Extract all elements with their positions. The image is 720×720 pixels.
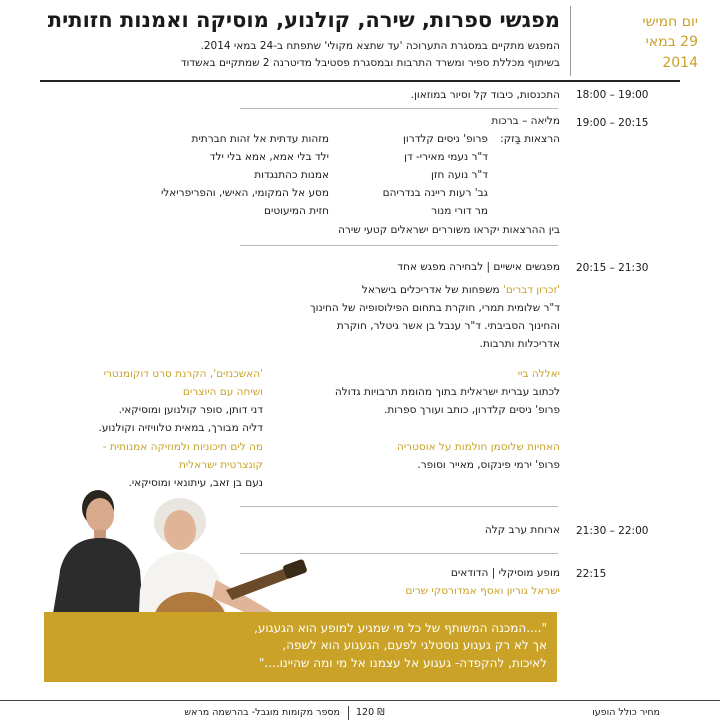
personal-meetings-title: מפגשים אישיים | לבחירה מפגש אחד	[397, 261, 560, 273]
time-slot-3: 20:15 – 21:30	[576, 262, 649, 274]
lecture-speaker: מר דורי מנור	[431, 205, 488, 217]
session-yalla-bye-title: יאללה ביי	[517, 368, 560, 380]
poetry-note: בין ההרצאות יקראו משוררים ישראלים קטעי שירה	[338, 224, 560, 236]
quote-line: אך לא רק געגוע נוסטלגי לפעם, הגעגוע הוא לשפה,	[282, 638, 547, 653]
separator	[240, 108, 558, 109]
lecture-topic: מסע אל המקומי, האישי, והפריפריאלי	[160, 187, 329, 199]
footer-rule	[0, 700, 720, 701]
date-year: 2014	[662, 54, 698, 71]
lecture-topic: ילד בלי אמא, אמא בלי ילד	[209, 151, 329, 163]
time-slot-5: 22:15	[576, 568, 607, 580]
header-rule	[40, 80, 680, 82]
concert-title: מופע מוסיקלי | הדודאים	[450, 567, 560, 579]
dinner-text: ארוחת ערב קלה	[484, 524, 560, 536]
time-slot-4: 21:30 – 22:00	[576, 525, 649, 537]
lecture-speaker: ד"ר נועה חזן	[430, 169, 488, 181]
time-slot-1: 18:00 – 19:00	[576, 89, 649, 101]
session-text-line: פרופ' ירמי פינקוס, מאייר וסופר.	[417, 459, 560, 471]
lecture-topic: מזהות עדתית אל זהות חברתית	[191, 133, 329, 145]
concert-performers: ישראל גוריון ואסף אמדורסקי שרים	[405, 585, 560, 597]
session-ashkenazim-title-2: ושיחה עם היוצרים	[182, 386, 263, 398]
session-text-line: דני דותן, סופר קולנוען ומוסיקאי.	[118, 404, 263, 416]
event-date	[588, 12, 698, 73]
footer-price: 120 ₪	[356, 707, 385, 718]
session-text-line: אדריכלות ותרבות.	[479, 338, 560, 350]
header-divider	[570, 6, 571, 76]
lecture-topic: חזית המיעוטים	[264, 205, 329, 217]
session-shlossman-title: האחיות שלוסמן חולמות על אוסטריה	[396, 441, 560, 453]
footer-divider	[348, 706, 349, 720]
lecture-speaker: גב' רעות ריינה בנדריהם	[382, 187, 488, 199]
session-text-line: והחינוך הסביבתי. ד"ר ענבל בן אשר גיטלר, חוקרת	[336, 320, 560, 332]
lectures-label: הרצאות בָּזק:	[500, 133, 560, 145]
session-text-line: ד"ר שלומית תמרי, חוקרת בתחום הפילוסופיה של החינוך	[309, 302, 560, 314]
footer-price-note: מחיר כולל הופעו	[592, 707, 660, 718]
session-architects-title	[160, 284, 560, 296]
quote-line: לאיכות, להקפדה- געגוע אל עצמנו אל מי ומה שהיינו...."	[258, 655, 547, 670]
session-mediterranean-title: מה לים תיכוניות ולמוזיקה אמנותית -	[102, 441, 263, 453]
quote-line: "....המכנה המשותף של כל מי שמגיע למופע הוא הגעגוע,	[254, 621, 547, 635]
date-date: 29 במאי	[645, 34, 698, 51]
session-text-line: נעם בן זאב, עיתונאי ומוסיקאי.	[128, 477, 263, 489]
session-ashkenazim-title: 'האשכנזים', הקרנת סרט דוקומנטרי	[103, 368, 263, 380]
session-mediterranean-title-2: קונצרטית ישראלית	[178, 459, 263, 471]
session-text-line: דליה מבורך, במאית טלוויזיה וקולנוע.	[98, 422, 263, 434]
gathering-text: התכנסות, כיבוד קל וסיור במוזאון.	[410, 89, 560, 101]
quote-band	[44, 612, 557, 682]
session-text-line: לכתוב עברית ישראלית בתוך מהומת תרבויות גדולה	[334, 386, 560, 398]
session-architects-subtitle: משפחות של אדריכלים בישראל	[361, 284, 503, 296]
lecture-topic: אמנות כהתנגדות	[254, 169, 329, 181]
date-day: יום חמישי	[642, 14, 698, 30]
session-text-line: פרופ' ניסים קלדרון, כותב ועורך ספרות.	[384, 404, 560, 416]
lecture-speaker: ד"ר נעמי מאירי- דן	[404, 151, 488, 163]
session-architects-name: 'זכרון דברים'	[503, 284, 560, 296]
subtitle-partners: בשיתוף מכללת ספיר ומשרד התרבות ובמסגרת פסטיבל מדיטרנה 2 שמתקיים באשדוד	[180, 57, 560, 69]
time-slot-2: 19:00 – 20:15	[576, 117, 649, 129]
separator	[240, 245, 558, 246]
lecture-speaker: פרופ' ניסים קלדרון	[403, 133, 488, 145]
page-title: מפגשי ספרות, שירה, קולנוע, מוסיקה ואמנות חזותית	[47, 8, 560, 32]
plenary-title: מליאה – ברכות	[491, 115, 560, 127]
subtitle-exhibition: המפגש מתקיים במסגרת התערוכה 'עד שתצא מקולי' שתפתח ב-24 במאי 2014.	[200, 40, 560, 52]
footer-registration: מספר מקומות מוגבל- בהרשמה מראש	[184, 707, 340, 718]
